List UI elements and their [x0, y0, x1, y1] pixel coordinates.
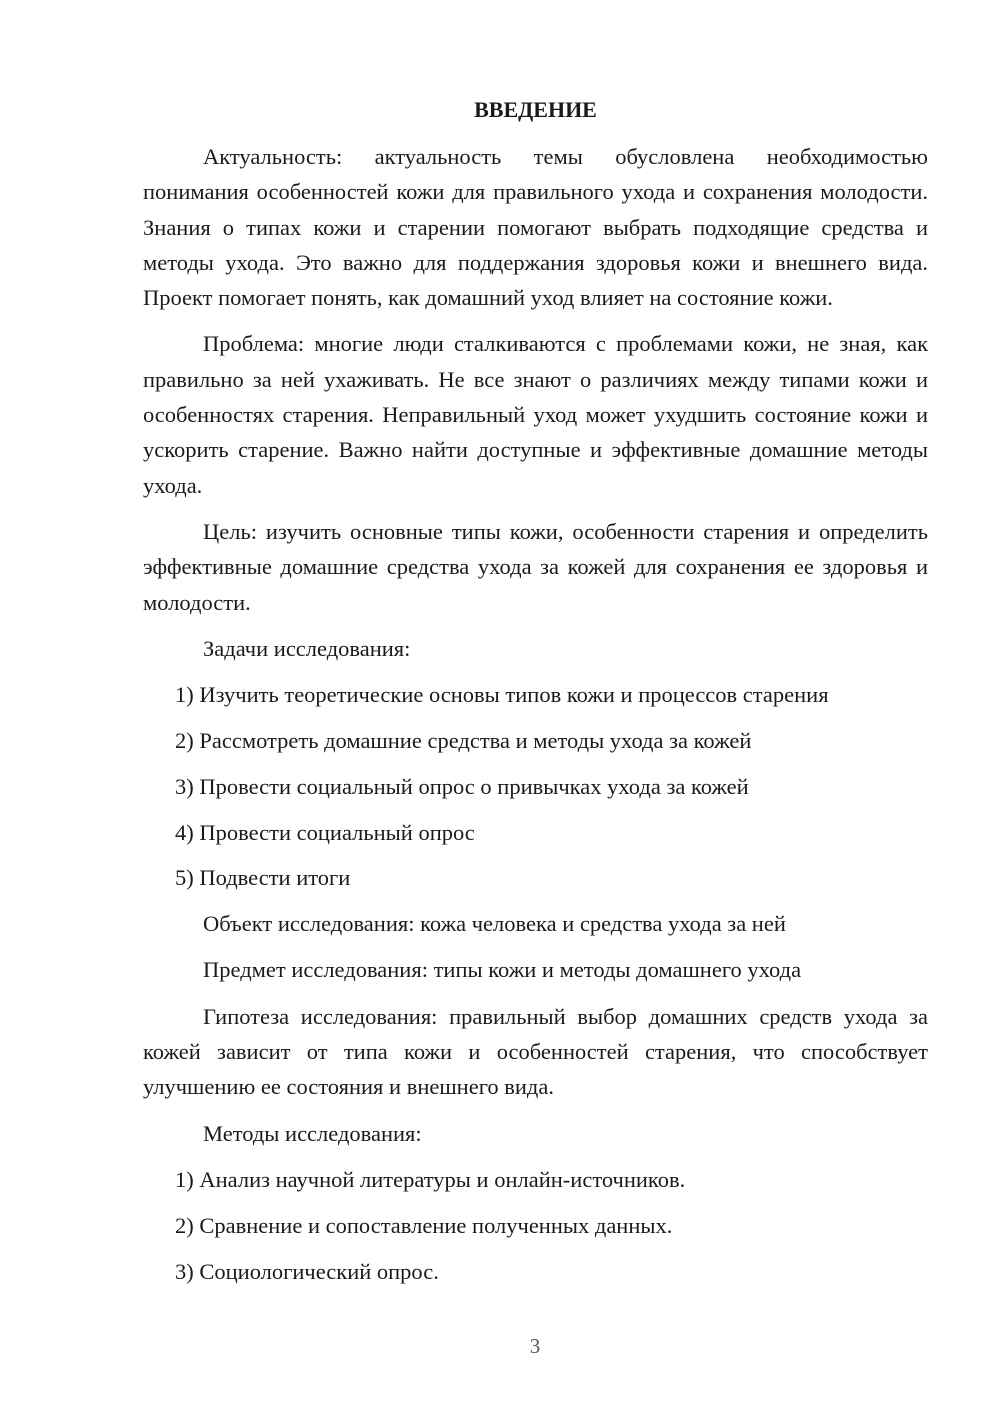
list-item: 1) Изучить теоретические основы типов кожи и процессов старения	[175, 682, 829, 708]
page-number: 3	[529, 1334, 541, 1358]
list-item: 2) Рассмотреть домашние средства и методы ухода за кожей	[175, 727, 752, 753]
list-item: 3) Социологический опрос.	[175, 1258, 439, 1284]
object-line: Объект исследования: кожа человека и средства ухода за ней	[203, 911, 786, 937]
list-item: 2) Сравнение и сопоставление полученных данных.	[175, 1212, 673, 1238]
tasks-list	[143, 677, 928, 895]
list-item: 1) Анализ научной литературы и онлайн-источников.	[175, 1166, 686, 1192]
section-title: ВВЕДЕНИЕ	[474, 97, 597, 122]
list-item: 4) Провести социальный опрос	[175, 819, 475, 845]
problem-paragraph: Проблема: многие люди сталкиваются с проблемами кожи, не зная, как правильно за ней ухаживать. Не все знают о различиях между типами кожи и особенностях старения. Неправильный уход может ухудшить состояние кожи и ускорить старение. Важно найти доступные и эффективные домашние методы ухода.	[143, 331, 928, 498]
goal-paragraph: Цель: изучить основные типы кожи, особенности старения и определить эффективные домашние средства ухода за кожей для сохранения ее здоровья и молодости.	[143, 518, 928, 615]
subject-line: Предмет исследования: типы кожи и методы домашнего ухода	[203, 957, 802, 983]
hypothesis-paragraph: Гипотеза исследования: правильный выбор домашних средств ухода за кожей зависит от типа кожи и особенностей старения, что способствует улучшению ее состояния и внешнего вида.	[143, 1003, 928, 1100]
actuality-paragraph: Актуальность: актуальность темы обусловлена необходимостью понимания особенностей кожи для правильного ухода и сохранения молодости. Знания о типах кожи и старении помогают выбрать подходящие средства и методы ухода. Это важно для поддержания здоровья кожи и внешнего вида. Проект помогает понять, как домашний уход влияет на состояние кожи.	[143, 144, 928, 311]
page-content	[143, 92, 928, 1299]
list-item: 5) Подвести итоги	[175, 865, 351, 891]
methods-list	[143, 1162, 928, 1289]
tasks-heading: Задачи исследования:	[203, 635, 411, 661]
methods-heading: Методы исследования:	[203, 1120, 422, 1146]
list-item: 3) Провести социальный опрос о привычках ухода за кожей	[175, 773, 749, 799]
